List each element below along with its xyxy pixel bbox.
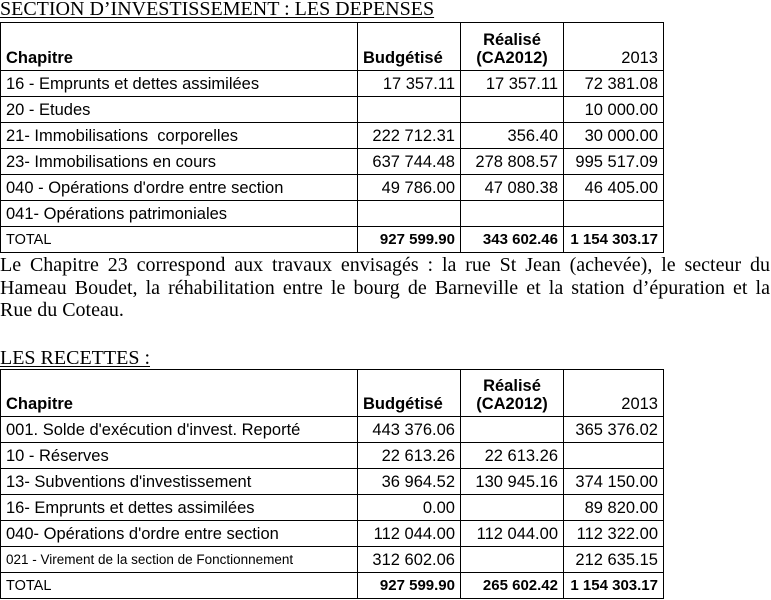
realise-cell: [461, 201, 564, 227]
chapitre-cell: 041- Opérations patrimoniales: [1, 201, 358, 227]
column-header-realise: [461, 370, 564, 417]
chapitre-cell: 13- Subventions d'investissement: [1, 469, 358, 495]
column-header-budgetise: Budgétisé: [358, 23, 461, 71]
total-budgetise: 927 599.90: [358, 573, 461, 599]
column-header-chapitre: Chapitre: [1, 23, 358, 71]
table-row: [1, 71, 664, 97]
column-header-chapitre: Chapitre: [1, 370, 358, 417]
year-2013-cell: 46 405.00: [564, 175, 664, 201]
year-2013-cell: 30 000.00: [564, 123, 664, 149]
year-2013-cell: 89 820.00: [564, 495, 664, 521]
table-row: [1, 175, 664, 201]
total-row: [1, 227, 664, 253]
chapitre-cell: 16- Emprunts et dettes assimilées: [1, 495, 358, 521]
realise-cell: 47 080.38: [461, 175, 564, 201]
realise-cell: [461, 495, 564, 521]
total-row: [1, 573, 664, 599]
year-2013-cell: 72 381.08: [564, 71, 664, 97]
total-2013: 1 154 303.17: [564, 227, 664, 253]
total-budgetise: 927 599.90: [358, 227, 461, 253]
note-line: Hameau Boudet, la réhabilitation entre le bourg de Barneville et la station d’épuration et la: [0, 276, 770, 299]
budgetise-cell: 112 044.00: [358, 521, 461, 547]
realise-cell: 112 044.00: [461, 521, 564, 547]
table-row: [1, 149, 664, 175]
realise-cell: 17 357.11: [461, 71, 564, 97]
total-realise: 343 602.46: [461, 227, 564, 253]
realise-cell: [461, 547, 564, 573]
realise-cell: 278 808.57: [461, 149, 564, 175]
chapitre-cell: 040- Opérations d'ordre entre section: [1, 521, 358, 547]
column-header-2013: 2013: [564, 370, 664, 417]
table-row: [1, 495, 664, 521]
year-2013-cell: [564, 443, 664, 469]
budgetise-cell: [358, 97, 461, 123]
year-2013-cell: 10 000.00: [564, 97, 664, 123]
year-2013-cell: 995 517.09: [564, 149, 664, 175]
budgetise-cell: 36 964.52: [358, 469, 461, 495]
budgetise-cell: 312 602.06: [358, 547, 461, 573]
column-header-realise-line2: (CA2012): [476, 395, 548, 413]
realise-cell: [461, 417, 564, 443]
table-row: [1, 521, 664, 547]
section-heading-recettes: LES RECETTES :: [0, 347, 150, 369]
table-row: [1, 97, 664, 123]
section-heading-depenses: SECTION D’INVESTISSEMENT : LES DEPENSES: [0, 0, 435, 20]
chapitre-cell: 001. Solde d'exécution d'invest. Reporté: [1, 417, 358, 443]
budgetise-cell: [358, 201, 461, 227]
year-2013-cell: 112 322.00: [564, 521, 664, 547]
column-header-2013: 2013: [564, 23, 664, 71]
column-header-realise-line1: Réalisé: [483, 377, 541, 395]
year-2013-cell: 365 376.02: [564, 417, 664, 443]
budgetise-cell: 222 712.31: [358, 123, 461, 149]
realise-cell: 22 613.26: [461, 443, 564, 469]
realise-cell: 356.40: [461, 123, 564, 149]
year-2013-cell: 212 635.15: [564, 547, 664, 573]
table-row: [1, 443, 664, 469]
depenses-table: [0, 22, 664, 253]
table-header-row: [1, 23, 664, 71]
total-label: TOTAL: [1, 227, 358, 253]
chapitre-cell: 16 - Emprunts et dettes assimilées: [1, 71, 358, 97]
note-line: Rue du Coteau.: [0, 299, 124, 321]
chapitre-cell: 20 - Etudes: [1, 97, 358, 123]
chapitre-cell: 021 - Virement de la section de Fonctionnement: [1, 547, 358, 573]
budgetise-cell: 637 744.48: [358, 149, 461, 175]
table-row: [1, 417, 664, 443]
chapitre-cell: 21- Immobilisations corporelles: [1, 123, 358, 149]
note-line: Le Chapitre 23 correspond aux travaux envisagés : la rue St Jean (achevée), le secteur du: [0, 254, 770, 276]
table-row: [1, 547, 664, 573]
total-2013: 1 154 303.17: [564, 573, 664, 599]
table-row: [1, 469, 664, 495]
budgetise-cell: 17 357.11: [358, 71, 461, 97]
total-realise: 265 602.42: [461, 573, 564, 599]
budgetise-cell: 22 613.26: [358, 443, 461, 469]
budgetise-cell: 49 786.00: [358, 175, 461, 201]
table-row: [1, 201, 664, 227]
column-header-realise: [461, 23, 564, 71]
chapitre-cell: 040 - Opérations d'ordre entre section: [1, 175, 358, 201]
column-header-budgetise: Budgétisé: [358, 370, 461, 417]
realise-cell: [461, 97, 564, 123]
table-row: [1, 123, 664, 149]
total-label: TOTAL: [1, 573, 358, 599]
budgetise-cell: 0.00: [358, 495, 461, 521]
year-2013-cell: 374 150.00: [564, 469, 664, 495]
column-header-realise-line2: (CA2012): [476, 49, 548, 67]
realise-cell: 130 945.16: [461, 469, 564, 495]
year-2013-cell: [564, 201, 664, 227]
chapitre-cell: 10 - Réserves: [1, 443, 358, 469]
table-header-row: [1, 370, 664, 417]
budgetise-cell: 443 376.06: [358, 417, 461, 443]
chapter-23-note: [0, 254, 770, 322]
chapitre-cell: 23- Immobilisations en cours: [1, 149, 358, 175]
recettes-table: [0, 369, 664, 599]
column-header-realise-line1: Réalisé: [483, 31, 541, 49]
